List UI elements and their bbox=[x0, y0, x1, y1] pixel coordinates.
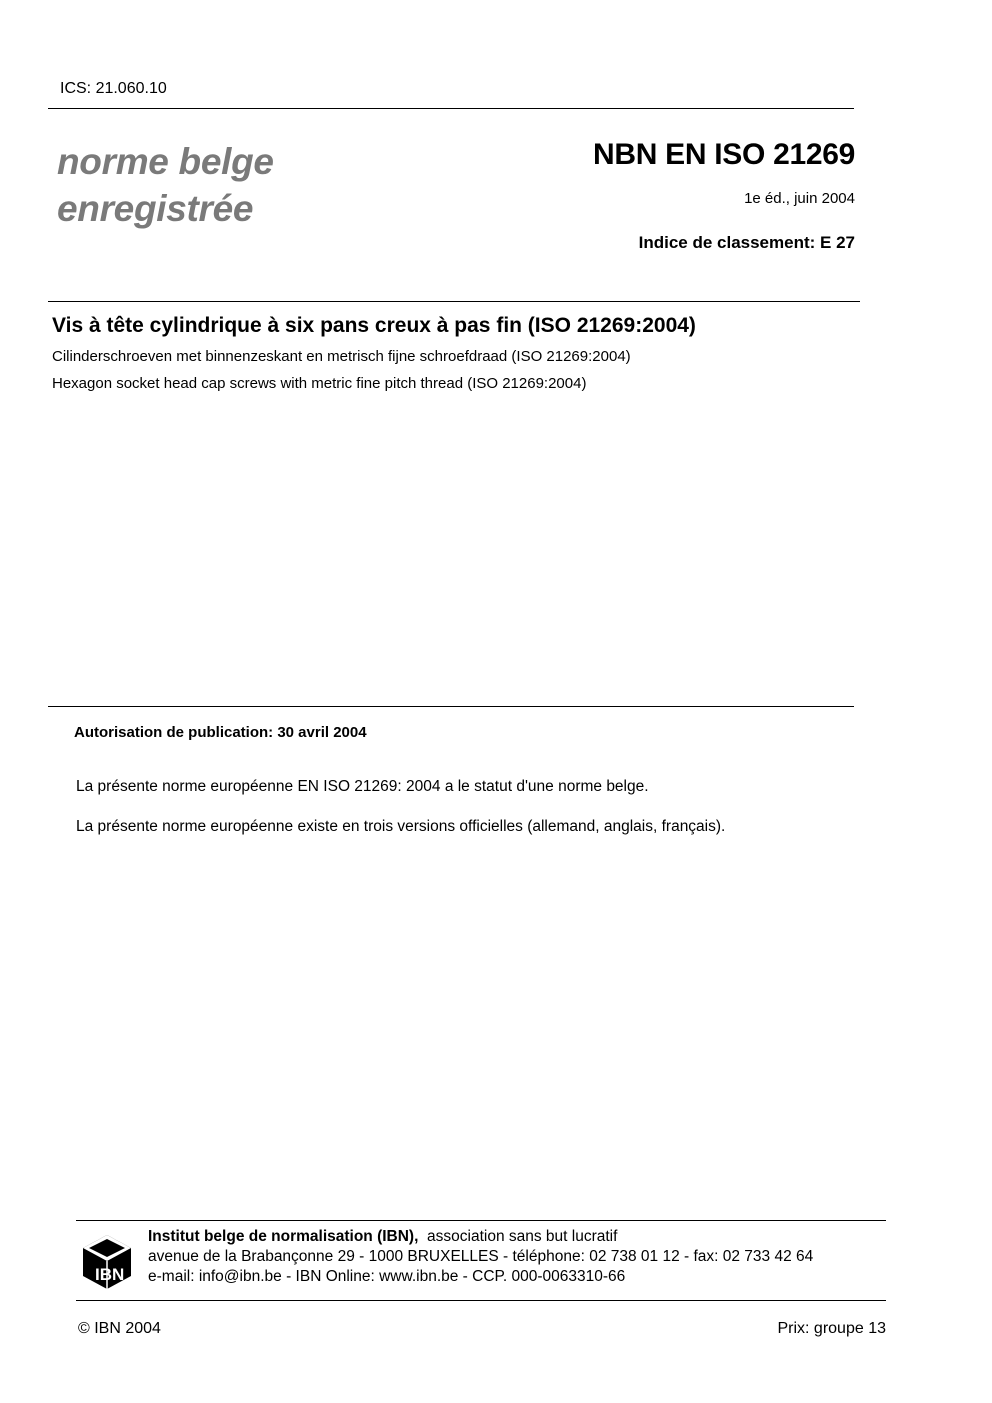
norme-label-line2: enregistrée bbox=[57, 188, 254, 229]
institute-line bbox=[148, 1228, 617, 1246]
title-french: Vis à tête cylindrique à six pans creux à pas fin (ISO 21269:2004) bbox=[52, 314, 696, 337]
status-paragraph: La présente norme européenne EN ISO 21269: 2004 a le statut d'une norme belge. bbox=[76, 778, 649, 795]
logo-text: IBN bbox=[95, 1265, 125, 1284]
ics-code: ICS: 21.060.10 bbox=[60, 80, 167, 97]
institute-name: Institut belge de normalisation (IBN), bbox=[148, 1228, 419, 1245]
ibn-logo-icon bbox=[82, 1234, 132, 1290]
institute-address: avenue de la Brabançonne 29 - 1000 BRUXELLES - téléphone: 02 738 01 12 - fax: 02 733 42 64 bbox=[148, 1248, 814, 1265]
classification-index: Indice de classement: E 27 bbox=[638, 233, 855, 252]
copyright: © IBN 2004 bbox=[78, 1320, 161, 1337]
versions-paragraph: La présente norme européenne existe en trois versions officielles (allemand, anglais, français). bbox=[76, 818, 726, 835]
title-english: Hexagon socket head cap screws with metric fine pitch thread (ISO 21269:2004) bbox=[52, 375, 587, 392]
standard-number: NBN EN ISO 21269 bbox=[593, 138, 855, 171]
footer-bottom-divider bbox=[76, 1300, 886, 1301]
top-divider bbox=[48, 108, 854, 109]
body-divider bbox=[48, 706, 854, 707]
title-divider bbox=[48, 301, 860, 302]
footer-top-divider bbox=[76, 1220, 886, 1221]
norme-label-line1: norme belge bbox=[57, 141, 274, 182]
publication-authorization: Autorisation de publication: 30 avril 2004 bbox=[74, 724, 367, 741]
title-dutch: Cilinderschroeven met binnenzeskant en metrisch fijne schroefdraad (ISO 21269:2004) bbox=[52, 348, 631, 365]
price-group: Prix: groupe 13 bbox=[777, 1320, 886, 1337]
edition-date: 1e éd., juin 2004 bbox=[744, 190, 855, 207]
institute-type: association sans but lucratif bbox=[427, 1228, 618, 1245]
institute-contact: e-mail: info@ibn.be - IBN Online: www.ibn.be - CCP. 000-0063310-66 bbox=[148, 1268, 626, 1285]
